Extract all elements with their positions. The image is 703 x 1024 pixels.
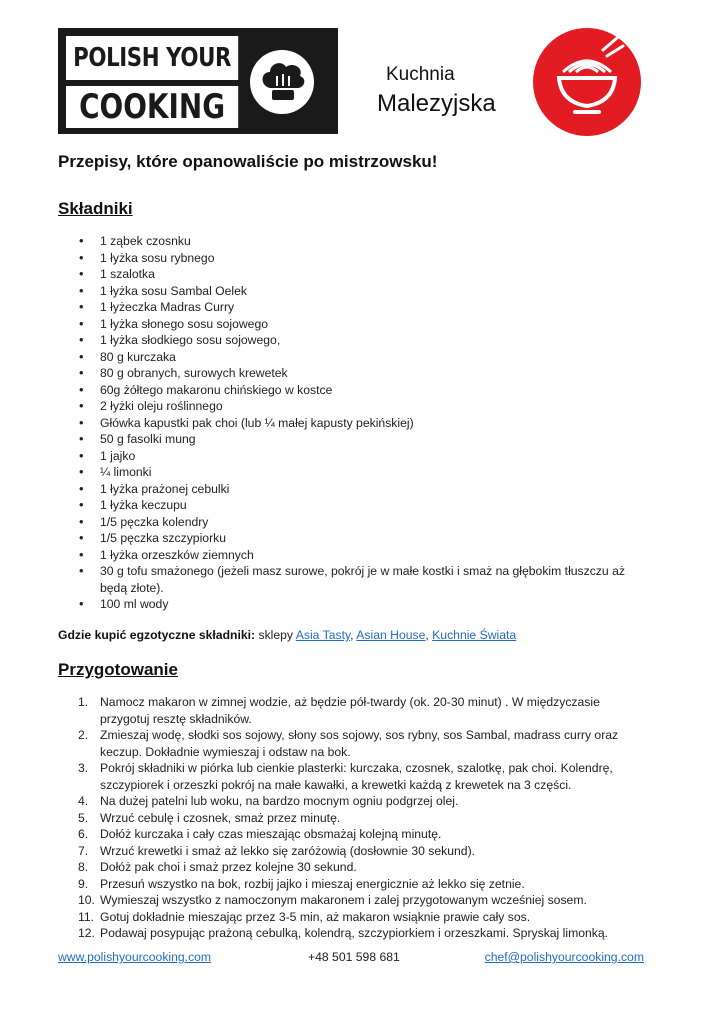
cuisine-label: Kuchnia	[386, 64, 455, 85]
noodle-bowl-icon	[533, 28, 641, 136]
ingredient-item: • ¼ limonki	[58, 464, 648, 481]
brand-logo	[58, 28, 338, 134]
ingredient-item: • 1 łyżka słodkiego sosu sojowego,	[58, 332, 648, 349]
ingredient-item: • 80 g kurczaka	[58, 349, 648, 366]
ingredient-item: • 1 łyżka keczupu	[58, 497, 648, 514]
ingredient-item: • 80 g obranych, surowych krewetek	[58, 365, 648, 382]
footer-website-link[interactable]: www.polishyourcooking.com	[58, 950, 212, 964]
ingredient-item: • 1 łyżka sosu Sambal Oelek	[58, 283, 648, 300]
preparation-step	[58, 694, 633, 727]
shop-link-asian-house[interactable]: Asian House	[356, 628, 426, 642]
brand-line-2: COOKING	[66, 86, 238, 128]
step-text: Przesuń wszystko na bok, rozbij jajko i mieszaj energicznie aż lekko się zetnie.	[100, 876, 525, 891]
where-to-buy-prefix: sklepy	[255, 628, 296, 642]
ingredient-item: • 1 łyżka prażonej cebulki	[58, 481, 648, 498]
preparation-step	[58, 760, 633, 793]
step-text: Dołóż pak choi i smaż przez kolejne 30 sekund.	[100, 860, 357, 874]
shop-separator: ,	[425, 628, 433, 642]
step-text: Wymieszaj wszystko z namoczonym makaronem i zalej przygotowanym wcześniej sosem.	[100, 893, 587, 907]
where-to-buy	[58, 628, 516, 642]
ingredient-item: • 1/5 pęczka szczypiorku	[58, 530, 648, 547]
step-text: Zmieszaj wodę, słodki sos sojowy, słony sos sojowy, sos rybny, sos Sambal, madrass curry oraz keczup. Dokładnie wymieszaj i odstaw na bok.	[100, 728, 619, 759]
chef-hat-icon	[250, 50, 314, 114]
ingredient-item: • 1 ząbek czosnku	[58, 233, 648, 250]
step-text: Podawaj posypując prażoną cebulką, kolendrą, szczypiorkiem i orzeszkami. Spryskaj limonką.	[100, 926, 609, 940]
step-text: Namocz makaron w zimnej wodzie, aż będzie pół-twardy (ok. 20-30 minut) . W międzyczasie przygotuj resztę składników.	[100, 695, 600, 726]
preparation-step	[58, 793, 633, 810]
where-to-buy-label: Gdzie kupić egzotyczne składniki:	[58, 628, 256, 642]
ingredient-item: • 100 ml wody	[58, 596, 648, 613]
ingredient-item: • 50 g fasolki mung	[58, 431, 648, 448]
ingredient-item: • 1/5 pęczka kolendry	[58, 514, 648, 531]
step-number: 9.	[78, 876, 89, 891]
ingredient-item: • Główka kapustki pak choi (lub ¼ małej kapusty pekińskiej)	[58, 415, 648, 432]
shop-link-asia-tasty[interactable]: Asia Tasty	[295, 628, 351, 642]
ingredient-item: • 1 szalotka	[58, 266, 648, 283]
preparation-step	[58, 925, 633, 942]
footer-email-link[interactable]: chef@polishyourcooking.com	[484, 950, 644, 964]
preparation-step	[58, 843, 633, 860]
preparation-step	[58, 826, 633, 843]
preparation-step	[58, 876, 633, 893]
preparation-title: Przygotowanie	[58, 660, 178, 679]
step-number: 7.	[78, 843, 89, 858]
step-number: 11.	[78, 909, 95, 924]
ingredients-title: Składniki	[58, 199, 133, 218]
step-number: 8.	[78, 860, 89, 874]
preparation-step	[58, 810, 633, 827]
step-number: 12.	[78, 926, 95, 940]
preparation-step	[58, 727, 633, 760]
step-number: 6.	[78, 827, 89, 841]
step-number: 1.	[78, 695, 89, 709]
cuisine-name: Malezyjska	[377, 90, 496, 117]
step-text: Pokrój składniki w piórka lub cienkie plasterki: kurczaka, czosnek, szalotkę, pak choi. Kolendrę, szczypiorek i orzeszki pokrój na małe kawałki, a krewetki każdą z krewetek na 3 części.	[100, 761, 613, 792]
preparation-steps	[58, 694, 633, 942]
ingredient-item: • 1 łyżka słonego sosu sojowego	[58, 316, 648, 333]
shop-link-kuchnie-swiata[interactable]: Kuchnie Świata	[432, 628, 517, 642]
preparation-step	[58, 909, 633, 926]
brand-line-1: POLISH YOUR	[66, 36, 238, 80]
ingredient-item: • 60g żółtego makaronu chińskiego w kostce	[58, 382, 648, 399]
ingredient-item: • 1 łyżka sosu rybnego	[58, 250, 648, 267]
step-text: Wrzuć cebulę i czosnek, smaż przez minutę.	[100, 810, 341, 825]
footer-phone: +48 501 598 681	[308, 950, 400, 964]
step-text: Dołóż kurczaka i cały czas mieszając obsmażaj kolejną minutę.	[100, 827, 442, 841]
step-number: 4.	[78, 794, 89, 808]
step-number: 5.	[78, 810, 89, 825]
ingredient-item: • 1 łyżka orzeszków ziemnych	[58, 547, 648, 564]
ingredient-item: • 1 łyżeczka Madras Curry	[58, 299, 648, 316]
shop-separator: ,	[350, 628, 357, 642]
ingredient-item: • 2 łyżki oleju roślinnego	[58, 398, 648, 415]
preparation-step	[58, 859, 633, 876]
step-number: 2.	[78, 728, 89, 742]
step-text: Gotuj dokładnie mieszając przez 3-5 min, aż makaron wsiąknie prawie cały sos.	[100, 909, 531, 924]
preparation-step	[58, 892, 633, 909]
ingredient-item: • 1 jajko	[58, 448, 648, 465]
step-text: Wrzuć krewetki i smaż aż lekko się zaróżowią (dosłownie 30 sekund).	[100, 843, 476, 858]
step-text: Na dużej patelni lub woku, na bardzo mocnym ogniu podgrzej olej.	[100, 794, 459, 808]
page-headline: Przepisy, które opanowaliście po mistrzowsku!	[58, 152, 438, 171]
step-number: 10.	[78, 893, 95, 907]
ingredients-list	[58, 233, 648, 613]
ingredient-item: • 30 g tofu smażonego (jeżeli masz surowe, pokrój je w małe kostki i smaż na głębokim tłuszczu aż będą złote).	[58, 563, 648, 596]
step-number: 3.	[78, 761, 89, 775]
